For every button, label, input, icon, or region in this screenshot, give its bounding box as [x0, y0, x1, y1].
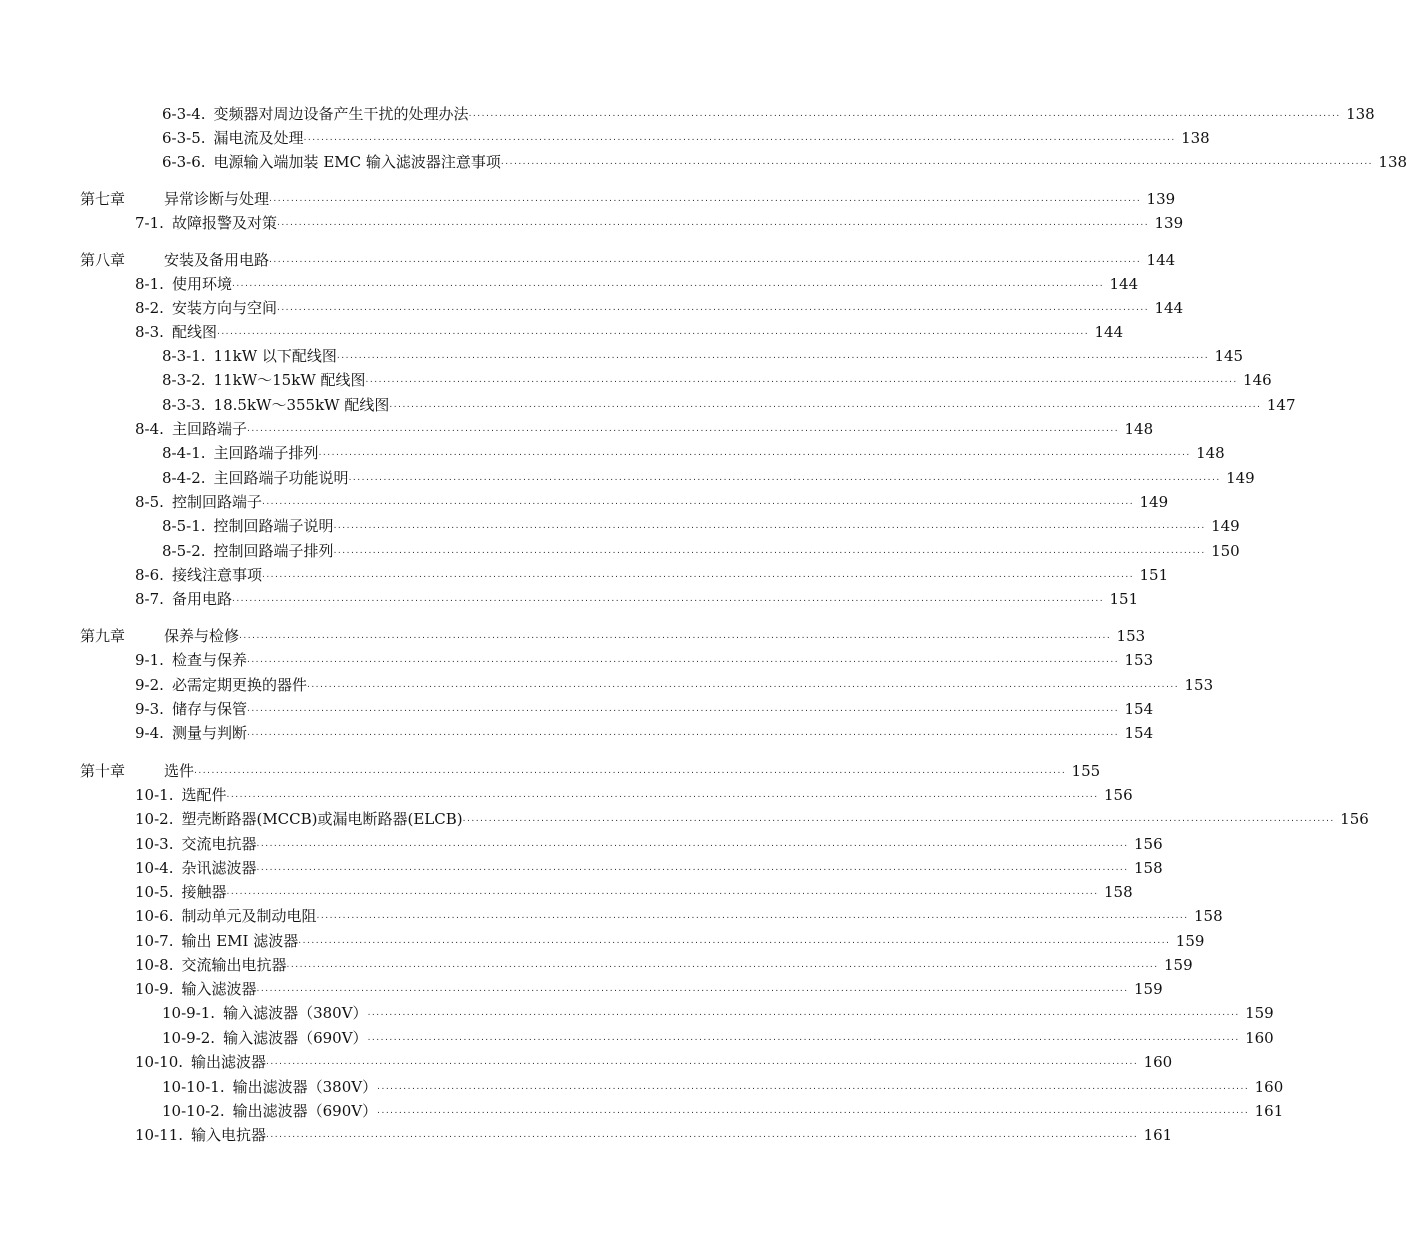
section-number: 9-3.	[135, 700, 164, 718]
section-number: 10-11.	[135, 1126, 184, 1144]
toc-chapter-entry[interactable]	[0, 622, 1146, 646]
section-number: 8-3.	[135, 323, 164, 341]
toc-entry[interactable]	[0, 415, 1154, 439]
entry-title: 控制回路端子说明	[213, 517, 334, 535]
section-number: 6-3-4.	[162, 105, 206, 123]
section-number: 7-1.	[135, 214, 164, 232]
page-number: 156	[1134, 835, 1163, 853]
section-number: 8-4-1.	[162, 444, 206, 462]
toc-entry[interactable]	[0, 999, 1274, 1023]
dot-leader: ........................................................................................................................................................................................................	[246, 655, 1120, 665]
dot-leader: ........................................................................................................................................................................................................	[261, 497, 1135, 507]
toc-entry[interactable]	[0, 561, 1169, 585]
page-number: 144	[1146, 251, 1176, 269]
entry-title: 必需定期更换的器件	[171, 676, 307, 694]
section-number: 10-4.	[135, 859, 174, 877]
toc-entry[interactable]	[0, 646, 1154, 670]
dot-leader: ........................................................................................................................................................................................................	[194, 766, 1067, 776]
page-number: 144	[1094, 323, 1124, 341]
chapter-label: 第七章	[80, 190, 126, 208]
section-number: 10-10-2.	[162, 1102, 225, 1120]
page-number: 153	[1124, 651, 1154, 669]
entry-title: 使用环境	[171, 275, 232, 293]
dot-leader: ........................................................................................................................................................................................................	[276, 303, 1150, 313]
page-number: 139	[1154, 214, 1184, 232]
section-number: 8-5-2.	[162, 542, 206, 560]
section-number: 10-7.	[135, 932, 174, 950]
dot-leader: ........................................................................................................................................................................................................	[316, 911, 1189, 921]
toc-entry[interactable]	[0, 781, 1133, 805]
section-number: 10-9-2.	[162, 1029, 216, 1047]
toc-entry[interactable]	[0, 1024, 1274, 1048]
page-number: 158	[1134, 859, 1163, 877]
section-number: 8-3-3.	[162, 396, 206, 414]
toc-entry[interactable]	[0, 124, 1210, 148]
dot-leader: ........................................................................................................................................................................................................	[256, 863, 1129, 873]
dot-leader: ........................................................................................................................................................................................................	[298, 936, 1171, 946]
entry-title: 杂讯滤波器	[181, 859, 257, 877]
entry-title: 配线图	[171, 323, 217, 341]
toc-entry[interactable]	[0, 439, 1225, 463]
section-number: 8-1.	[135, 275, 164, 293]
dot-leader: ........................................................................................................................................................................................................	[348, 473, 1221, 483]
page-number: 153	[1116, 627, 1146, 645]
dot-leader: ........................................................................................................................................................................................................	[306, 680, 1180, 690]
toc-entry[interactable]	[0, 585, 1139, 609]
entry-title: 电源输入端加装 EMC 输入滤波器注意事项	[213, 153, 501, 171]
toc-entry[interactable]	[0, 805, 1369, 829]
page-number: 150	[1211, 542, 1240, 560]
toc-entry[interactable]	[0, 1097, 1284, 1121]
entry-title: 选配件	[181, 786, 227, 804]
entry-title: 18.5kW～355kW 配线图	[213, 396, 390, 414]
toc-entry[interactable]	[0, 100, 1375, 124]
toc-chapter-entry[interactable]	[0, 185, 1176, 209]
section-number: 8-5.	[135, 493, 164, 511]
section-number: 8-5-1.	[162, 517, 206, 535]
toc-entry[interactable]	[0, 512, 1240, 536]
toc-entry[interactable]	[0, 830, 1163, 854]
entry-title: 输入滤波器（380V）	[223, 1004, 368, 1022]
page-number: 160	[1143, 1053, 1173, 1071]
toc-entry[interactable]	[0, 318, 1124, 342]
toc-entry[interactable]	[0, 391, 1296, 415]
dot-leader: ........................................................................................................................................................................................................	[266, 1130, 1139, 1140]
dot-leader: ........................................................................................................................................................................................................	[231, 279, 1105, 289]
dot-leader: ........................................................................................................................................................................................................	[303, 133, 1176, 143]
entry-title: 异常诊断与处理	[164, 190, 270, 208]
toc-entry[interactable]	[0, 148, 1407, 172]
entry-title: 检查与保养	[171, 651, 247, 669]
section-number: 10-10.	[135, 1053, 184, 1071]
section-number: 10-5.	[135, 883, 174, 901]
toc-entry[interactable]	[0, 671, 1214, 695]
dot-leader: ........................................................................................................................................................................................................	[468, 109, 1341, 119]
section-number: 10-9-1.	[162, 1004, 216, 1022]
dot-leader: ........................................................................................................................................................................................................	[216, 327, 1090, 337]
page-number: 151	[1139, 566, 1169, 584]
page-number: 149	[1211, 517, 1240, 535]
page-number: 159	[1134, 980, 1163, 998]
section-number: 8-4.	[135, 420, 164, 438]
section-number: 8-2.	[135, 299, 164, 317]
toc-entry[interactable]	[0, 537, 1240, 561]
section-number: 10-2.	[135, 810, 174, 828]
page-number: 159	[1175, 932, 1205, 950]
page-number: 148	[1124, 420, 1154, 438]
toc-entry[interactable]	[0, 1073, 1284, 1097]
toc-entry[interactable]	[0, 951, 1193, 975]
page-number: 149	[1226, 469, 1255, 487]
entry-title: 控制回路端子排列	[213, 542, 334, 560]
section-number: 9-4.	[135, 724, 164, 742]
section-number: 9-1.	[135, 651, 164, 669]
page-number: 138	[1378, 153, 1407, 171]
entry-title: 输出滤波器（380V）	[232, 1078, 378, 1096]
entry-title: 输入电抗器	[191, 1126, 267, 1144]
page-number: 160	[1245, 1029, 1274, 1047]
dot-leader: ........................................................................................................................................................................................................	[336, 351, 1210, 361]
entry-title: 漏电流及处理	[213, 129, 304, 147]
section-number: 10-10-1.	[162, 1078, 225, 1096]
entry-title: 安装方向与空间	[171, 299, 277, 317]
section-number: 10-3.	[135, 835, 174, 853]
page-number: 149	[1139, 493, 1169, 511]
page-number: 148	[1196, 444, 1225, 462]
dot-leader: ........................................................................................................................................................................................................	[377, 1082, 1250, 1092]
page-number: 154	[1124, 724, 1154, 742]
dot-leader: ........................................................................................................................................................................................................	[239, 631, 1112, 641]
toc-entry[interactable]	[0, 209, 1184, 233]
entry-title: 主回路端子	[171, 420, 247, 438]
toc-entry[interactable]	[0, 695, 1154, 719]
toc-entry[interactable]	[0, 902, 1223, 926]
page-number: 151	[1109, 590, 1139, 608]
page-number: 138	[1181, 129, 1210, 147]
toc-entry[interactable]	[0, 366, 1272, 390]
section-number: 8-7.	[135, 590, 164, 608]
entry-title: 测量与判断	[171, 724, 247, 742]
toc-entry[interactable]	[0, 342, 1244, 366]
dot-leader: ........................................................................................................................................................................................................	[377, 1106, 1250, 1116]
section-number: 10-8.	[135, 956, 174, 974]
entry-title: 11kW～15kW 配线图	[213, 371, 366, 389]
entry-title: 制动单元及制动电阻	[181, 907, 317, 925]
dot-leader: ........................................................................................................................................................................................................	[367, 1033, 1240, 1043]
dot-leader: ........................................................................................................................................................................................................	[246, 704, 1120, 714]
entry-title: 输入滤波器	[181, 980, 257, 998]
section-number: 10-1.	[135, 786, 174, 804]
entry-title: 输出滤波器	[191, 1053, 267, 1071]
entry-title: 储存与保管	[171, 700, 247, 718]
toc-entry[interactable]	[0, 975, 1163, 999]
page-number: 160	[1254, 1078, 1284, 1096]
page-number: 154	[1124, 700, 1154, 718]
page-number: 146	[1243, 371, 1272, 389]
entry-title: 安装及备用电路	[164, 251, 270, 269]
toc-entry[interactable]	[0, 464, 1255, 488]
entry-title: 主回路端子功能说明	[213, 469, 349, 487]
dot-leader: ........................................................................................................................................................................................................	[256, 839, 1129, 849]
dot-leader: ........................................................................................................................................................................................................	[246, 424, 1120, 434]
entry-title: 变频器对周边设备产生干扰的处理办法	[213, 105, 469, 123]
section-number: 6-3-5.	[162, 129, 206, 147]
dot-leader: ........................................................................................................................................................................................................	[246, 728, 1120, 738]
entry-title: 交流电抗器	[181, 835, 257, 853]
dot-leader: ........................................................................................................................................................................................................	[389, 400, 1262, 410]
page-number: 153	[1184, 676, 1214, 694]
entry-title: 11kW 以下配线图	[213, 347, 337, 365]
dot-leader: ........................................................................................................................................................................................................	[333, 521, 1206, 531]
dot-leader: ........................................................................................................................................................................................................	[269, 194, 1142, 204]
page-number: 158	[1104, 883, 1133, 901]
entry-title: 接线注意事项	[171, 566, 262, 584]
entry-title: 选件	[164, 762, 195, 780]
dot-leader: ........................................................................................................................................................................................................	[226, 887, 1099, 897]
toc-entry[interactable]	[0, 1048, 1173, 1072]
dot-leader: ........................................................................................................................................................................................................	[318, 448, 1191, 458]
toc-entry[interactable]	[0, 294, 1184, 318]
entry-title: 输入滤波器（690V）	[223, 1029, 368, 1047]
dot-leader: ........................................................................................................................................................................................................	[256, 984, 1129, 994]
entry-title: 故障报警及对策	[171, 214, 277, 232]
section-number: 10-9.	[135, 980, 174, 998]
page-number: 156	[1104, 786, 1133, 804]
page-number: 144	[1109, 275, 1139, 293]
entry-title: 主回路端子排列	[213, 444, 319, 462]
section-number: 9-2.	[135, 676, 164, 694]
section-number: 8-4-2.	[162, 469, 206, 487]
section-number: 8-3-2.	[162, 371, 206, 389]
page-number: 145	[1214, 347, 1244, 365]
chapter-label: 第十章	[80, 762, 126, 780]
page-number: 161	[1143, 1126, 1173, 1144]
entry-title: 备用电路	[171, 590, 232, 608]
dot-leader: ........................................................................................................................................................................................................	[365, 375, 1238, 385]
page-number: 138	[1346, 105, 1375, 123]
toc-entry[interactable]	[0, 854, 1163, 878]
page-number: 161	[1254, 1102, 1284, 1120]
toc-entry[interactable]	[0, 1121, 1173, 1145]
toc-entry[interactable]	[0, 878, 1133, 902]
dot-leader: ........................................................................................................................................................................................................	[231, 594, 1105, 604]
dot-leader: ........................................................................................................................................................................................................	[276, 218, 1150, 228]
page-number: 155	[1071, 762, 1101, 780]
section-number: 10-6.	[135, 907, 174, 925]
dot-leader: ........................................................................................................................................................................................................	[226, 790, 1099, 800]
entry-title: 保养与检修	[164, 627, 240, 645]
page-number: 144	[1154, 299, 1184, 317]
chapter-label: 第八章	[80, 251, 126, 269]
page-number: 139	[1146, 190, 1176, 208]
page-number: 159	[1245, 1004, 1274, 1022]
entry-title: 交流输出电抗器	[181, 956, 287, 974]
dot-leader: ........................................................................................................................................................................................................	[261, 570, 1135, 580]
dot-leader: ........................................................................................................................................................................................................	[500, 157, 1374, 167]
chapter-label: 第九章	[80, 627, 126, 645]
toc-entry[interactable]	[0, 488, 1169, 512]
dot-leader: ........................................................................................................................................................................................................	[462, 814, 1335, 824]
toc-entry[interactable]	[0, 270, 1139, 294]
dot-leader: ........................................................................................................................................................................................................	[367, 1008, 1240, 1018]
dot-leader: ........................................................................................................................................................................................................	[266, 1057, 1139, 1067]
page-number: 147	[1266, 396, 1296, 414]
entry-title: 接触器	[181, 883, 227, 901]
section-number: 6-3-6.	[162, 153, 206, 171]
dot-leader: ........................................................................................................................................................................................................	[286, 960, 1159, 970]
page-number: 158	[1194, 907, 1223, 925]
entry-title: 输出滤波器（690V）	[232, 1102, 378, 1120]
entry-title: 输出 EMI 滤波器	[181, 932, 299, 950]
toc-chapter-entry[interactable]	[0, 757, 1101, 781]
section-number: 8-3-1.	[162, 347, 206, 365]
entry-title: 控制回路端子	[171, 493, 262, 511]
dot-leader: ........................................................................................................................................................................................................	[269, 255, 1142, 265]
section-number: 8-6.	[135, 566, 164, 584]
page-number: 156	[1340, 810, 1369, 828]
page-number: 159	[1164, 956, 1193, 974]
dot-leader: ........................................................................................................................................................................................................	[333, 546, 1206, 556]
entry-title: 塑壳断路器(MCCB)或漏电断路器(ELCB)	[181, 810, 463, 828]
toc-entry[interactable]	[0, 719, 1154, 743]
toc-entry[interactable]	[0, 927, 1205, 951]
toc-chapter-entry[interactable]	[0, 246, 1176, 270]
